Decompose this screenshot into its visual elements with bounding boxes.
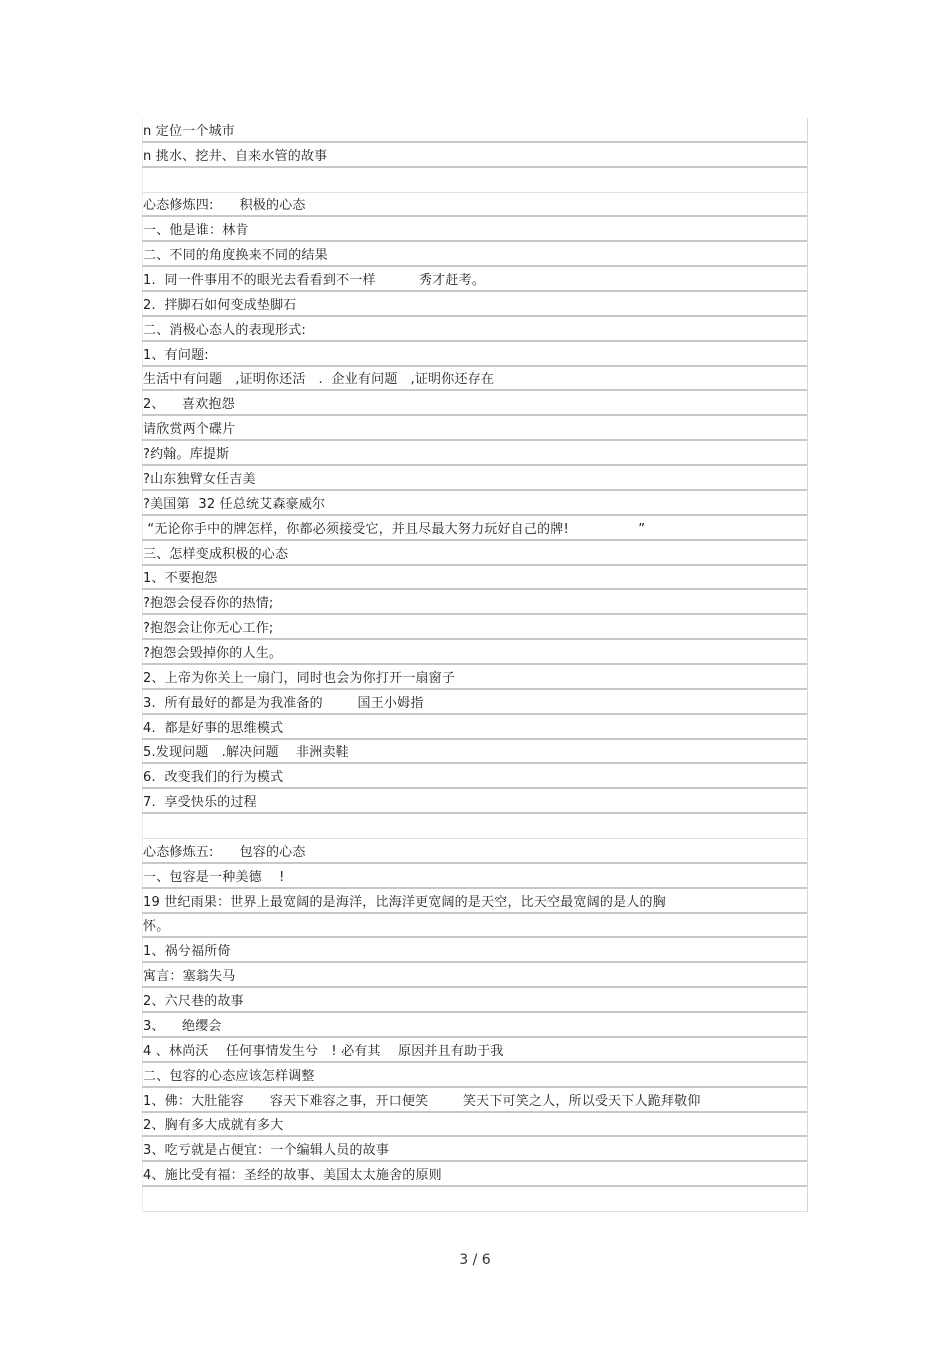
line-text: 二、不同的角度换来不同的结果: [143, 248, 328, 264]
text-row: [142, 615, 807, 640]
line-text: 怀。: [143, 919, 170, 935]
text-row: [142, 267, 807, 292]
blank-row: [142, 1187, 807, 1212]
text-row: [142, 118, 807, 143]
line-text: 二、包容的心态应该怎样调整: [143, 1068, 315, 1084]
text-row: [142, 516, 807, 541]
document-body: [142, 118, 808, 1212]
line-text: 一、他是谁：林肯: [143, 223, 249, 239]
line-text: 生活中有问题 ,证明你还活 . 企业有问题 ,证明你还存在: [143, 372, 495, 388]
text-row: [142, 292, 807, 317]
line-text: 3. 所有最好的都是为我准备的 国王小姆指: [143, 695, 424, 711]
line-text: 寓言：塞翁失马: [143, 969, 236, 985]
line-text: “无论你手中的牌怎样，你都必须接受它，并且尽最大努力玩好自己的牌! ”: [143, 521, 646, 537]
line-text: n 定位一个城市: [143, 123, 235, 139]
line-text: 2、上帝为你关上一扇门，同时也会为你打开一扇窗子: [143, 670, 456, 686]
line-text: 1. 同一件事用不的眼光去看看到不一样 秀才赶考。: [143, 273, 485, 289]
line-text: 3、 绝缨会: [143, 1018, 222, 1034]
text-row: [142, 342, 807, 367]
line-text: 6. 改变我们的行为模式: [143, 770, 284, 786]
text-row: [142, 466, 807, 491]
line-text: 2、 喜欢抱怨: [143, 397, 235, 413]
line-text: 3、吃亏就是占便宜：一个编辑人员的故事: [143, 1143, 390, 1159]
line-text: 1、不要抱怨: [143, 571, 218, 587]
text-row: [142, 764, 807, 789]
line-text: ?约翰。库提斯: [143, 447, 230, 463]
text-row: [142, 367, 807, 392]
text-row: [142, 416, 807, 441]
text-row: [142, 590, 807, 615]
blank-row: [142, 168, 807, 193]
line-text: 三、怎样变成积极的心态: [143, 546, 289, 562]
text-row: [142, 1137, 807, 1162]
line-text: 一、包容是一种美德 !: [143, 869, 285, 885]
text-row: [142, 541, 807, 566]
text-row: [142, 839, 807, 864]
line-text: 5.发现问题 .解决问题 非洲卖鞋: [143, 745, 349, 761]
text-row: [142, 193, 807, 218]
text-row: [142, 715, 807, 740]
text-row: [142, 939, 807, 964]
text-row: [142, 1038, 807, 1063]
line-text: 2、六尺巷的故事: [143, 994, 244, 1010]
text-row: [142, 1162, 807, 1187]
text-row: [142, 789, 807, 814]
page-number: 3 / 6: [459, 1252, 491, 1268]
text-row: [142, 1063, 807, 1088]
line-text: 4、施比受有福：圣经的故事、美国太太施舍的原则: [143, 1168, 442, 1184]
line-text: 1、祸兮福所倚: [143, 944, 231, 960]
text-row: [142, 864, 807, 889]
text-row: [142, 963, 807, 988]
line-text: 心态修炼四: 积极的心态: [143, 198, 306, 214]
text-row: [142, 1113, 807, 1138]
text-row: [142, 1088, 807, 1113]
text-row: [142, 242, 807, 267]
line-text: 请欣赏两个碟片: [143, 422, 236, 438]
text-row: [142, 441, 807, 466]
line-text: ?抱怨会毁掉你的人生。: [143, 645, 283, 661]
text-row: [142, 217, 807, 242]
line-text: n 挑水、挖井、自来水管的故事: [143, 148, 328, 164]
line-text: 二、消极心态人的表现形式:: [143, 322, 306, 338]
text-row: [142, 566, 807, 591]
line-text: 1、佛：大肚能容 容天下难容之事，开口便笑 笑天下可笑之人，所以受天下人跪拜敬仰: [143, 1093, 701, 1109]
line-text: ?山东独臂女任吉美: [143, 471, 256, 487]
line-text: ?抱怨会让你无心工作;: [143, 621, 274, 637]
text-row: [142, 317, 807, 342]
line-text: 7. 享受快乐的过程: [143, 795, 257, 811]
line-text: 2、胸有多大成就有多大: [143, 1118, 284, 1134]
line-text: ?抱怨会侵吞你的热情;: [143, 596, 274, 612]
text-row: [142, 392, 807, 417]
text-row: [142, 640, 807, 665]
text-row: [142, 491, 807, 516]
line-text: 2. 拌脚石如何变成垫脚石: [143, 297, 297, 313]
blank-row: [142, 814, 807, 839]
line-text: ?美国第 32 任总统艾森豪威尔: [143, 496, 326, 512]
text-row: [142, 143, 807, 168]
line-text: 4 、林尚沃 任何事情发生兮 ! 必有其 原因并且有助于我: [143, 1043, 504, 1059]
text-row: [142, 665, 807, 690]
text-row: [142, 1013, 807, 1038]
text-row: [142, 889, 807, 914]
line-text: 19 世纪雨果：世界上最宽阔的是海洋，比海洋更宽阔的是天空，比天空最宽阔的是人的胸: [143, 894, 666, 910]
text-row: [142, 740, 807, 765]
line-text: 1、有问题:: [143, 347, 209, 363]
text-row: [142, 914, 807, 939]
text-row: [142, 988, 807, 1013]
line-text: 4. 都是好事的思维模式: [143, 720, 284, 736]
line-text: 心态修炼五: 包容的心态: [143, 844, 306, 860]
text-row: [142, 690, 807, 715]
